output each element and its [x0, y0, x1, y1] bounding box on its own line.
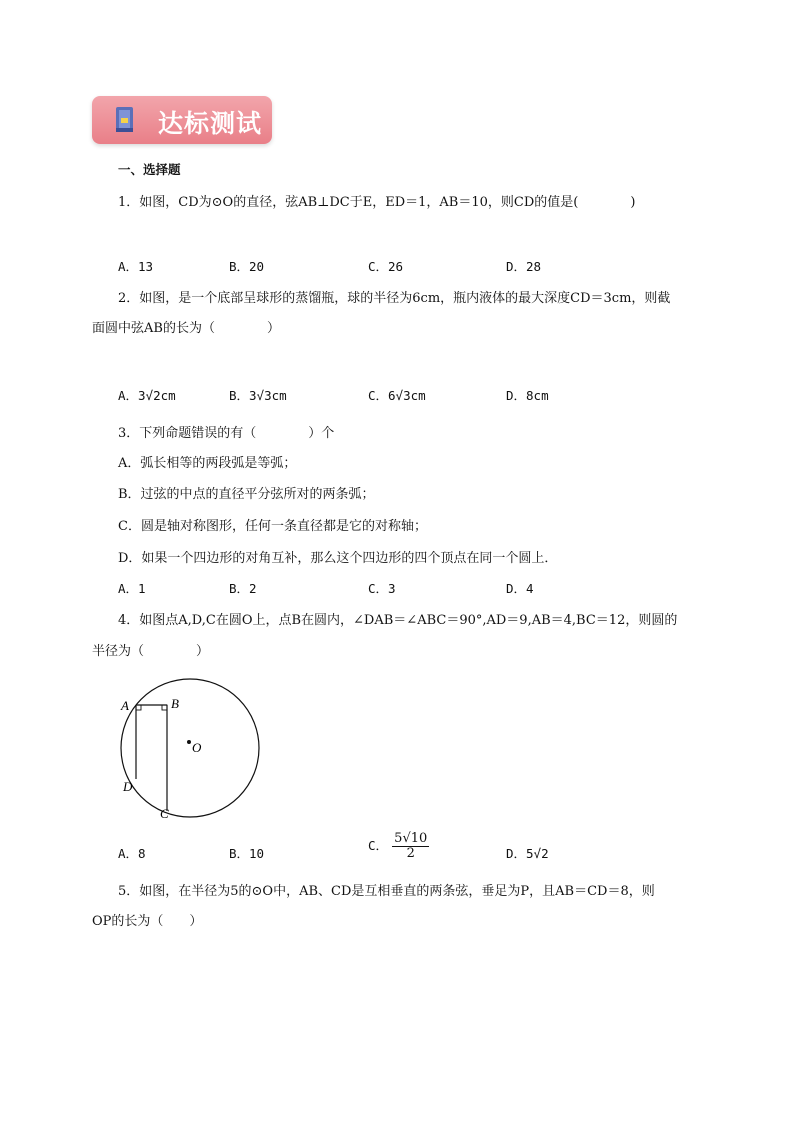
q3-option-c: C．3 — [368, 581, 396, 596]
q3-statement-a: A．弧长相等的两段弧是等弧； — [118, 456, 297, 471]
q4-option-c-label: C． — [368, 838, 389, 853]
q4-figure — [110, 668, 270, 828]
banner-title: 达标测试 — [158, 109, 263, 138]
q1-option-c: C．26 — [368, 259, 404, 274]
section-banner — [92, 96, 272, 144]
question-5-text-cont: OP的长为（ ） — [92, 914, 203, 929]
label-o: O — [192, 740, 202, 755]
fraction-numerator: 5√10 — [394, 831, 428, 846]
question-4-text: 4．如图点A,D,C在圆O上，点B在圆内，∠DAB＝∠ABC＝90°,AD＝9,AB＝4,BC＝12，则圆的 — [118, 613, 678, 628]
q2-option-a: A．3√2cm — [118, 388, 176, 403]
right-angle-b — [162, 705, 167, 710]
q3-statement-d: D．如果一个四边形的对角互补，那么这个四边形的四个顶点在同一个圆上． — [118, 551, 558, 566]
question-5-text: 5．如图，在半径为5的⊙O中，AB、CD是互相垂直的两条弦，垂足为P，且AB＝CD＝8，则 — [118, 884, 655, 899]
q3-statement-b: B．过弦的中点的直径平分弦所对的两条弧； — [118, 487, 375, 502]
q4-option-c-fraction — [392, 832, 429, 861]
center-point-o — [187, 740, 191, 744]
section-title: 一、选择题 — [118, 162, 181, 177]
label-a: A — [121, 698, 129, 713]
q3-option-d: D．4 — [506, 581, 534, 596]
q4-option-c — [368, 832, 429, 861]
question-1-text: 1．如图，CD为⊙O的直径，弦AB⊥DC于E，ED＝1，AB＝10，则CD的值是( ) — [118, 195, 636, 210]
q2-option-d: D．8cm — [506, 388, 549, 403]
circle-o — [121, 679, 259, 817]
q3-statement-c: C．圆是轴对称图形，任何一条直径都是它的对称轴； — [118, 519, 427, 534]
q4-option-a: A．8 — [118, 846, 146, 861]
label-d: D — [123, 779, 133, 794]
label-b: B — [171, 696, 179, 711]
q2-option-b: B．3√3cm — [229, 388, 287, 403]
label-c: C — [160, 806, 169, 821]
fraction-denominator: 2 — [406, 846, 415, 861]
q3-option-b: B．2 — [229, 581, 257, 596]
question-4-text-cont: 半径为（ ） — [92, 644, 210, 659]
q1-option-b: B．20 — [229, 259, 265, 274]
right-angle-a — [136, 705, 141, 710]
question-2-text: 2．如图，是一个底部呈球形的蒸馏瓶，球的半径为6cm，瓶内液体的最大深度CD＝3cm，则截 — [118, 291, 671, 306]
question-2-text-cont: 面圆中弦AB的长为（ ） — [92, 321, 280, 336]
question-3-text: 3．下列命题错误的有（ ）个 — [118, 426, 335, 441]
book-icon — [114, 106, 136, 134]
q1-option-d: D．28 — [506, 259, 542, 274]
q2-option-c: C．6√3cm — [368, 388, 426, 403]
q1-option-a: A．13 — [118, 259, 154, 274]
q4-option-b: B．10 — [229, 846, 265, 861]
q4-option-d: D．5√2 — [506, 846, 549, 861]
q3-option-a: A．1 — [118, 581, 146, 596]
